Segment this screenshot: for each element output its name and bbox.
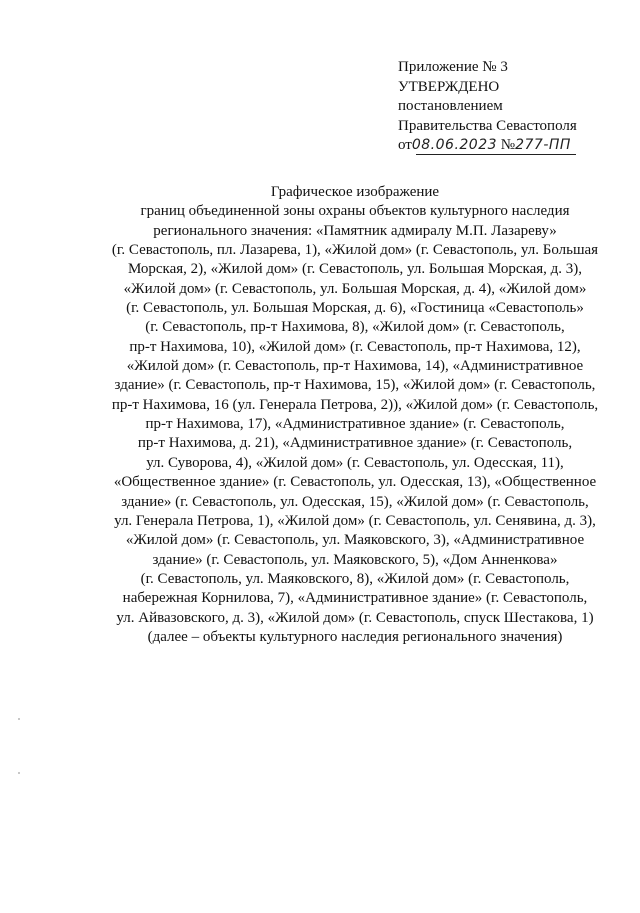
document-text-line: ул. Суворова, 4), «Жилой дом» (г. Севастополь, ул. Одесская, 11),	[146, 454, 564, 471]
document-text-line: границ объединенной зоны охраны объектов культурного наследия	[140, 203, 570, 220]
document-text-line: «Жилой дом» (г. Севастополь, ул. Большая Морская, д. 4), «Жилой дом»	[123, 280, 587, 297]
authority-label: Правительства Севастополя	[398, 117, 577, 134]
document-text-line: набережная Корнилова, 7), «Административное здание» (г. Севастополь,	[122, 590, 588, 607]
document-text-line: регионального значения: «Памятник адмиралу М.П. Лазареву»	[153, 222, 557, 239]
appendix-label: Приложение № 3	[398, 59, 508, 75]
date-prefix: от	[398, 137, 412, 153]
document-text-line: Морская, 2), «Жилой дом» (г. Севастополь, ул. Большая Морская, д. 3),	[127, 261, 583, 278]
document-text-line: ул. Генерала Петрова, 1), «Жилой дом» (г. Севастополь, ул. Сенявина, д. 3),	[114, 512, 596, 529]
resolution-label: постановлением	[398, 98, 503, 114]
document-text-line: «Жилой дом» (г. Севастополь, пр-т Нахимова, 14), «Административное	[126, 358, 584, 375]
document-text-line: ул. Айвазовского, д. 3), «Жилой дом» (г. Севастополь, спуск Шестакова, 1)	[116, 609, 594, 626]
scan-speck	[18, 718, 20, 720]
document-text-line: (далее – объекты культурного наследия регионального значения)	[147, 628, 563, 645]
document-title: Графическое изображение	[270, 184, 440, 200]
document-text-line: «Жилой дом» (г. Севастополь, ул. Маяковского, 3), «Административное	[125, 532, 585, 549]
scan-speck	[18, 772, 20, 774]
approval-block	[398, 58, 598, 156]
handwritten-date: 08.06.2023	[411, 137, 498, 153]
date-number-line	[398, 136, 598, 156]
document-text-line: пр-т Нахимова, 10), «Жилой дом» (г. Севастополь, пр-т Нахимова, 12),	[129, 338, 581, 355]
document-text-line: (г. Севастополь, ул. Большая Морская, д. 6), «Гостиница «Севастополь»	[126, 300, 584, 317]
signature-underline	[416, 154, 576, 155]
document-text-line: пр-т Нахимова, 17), «Административное здание» (г. Севастополь,	[145, 416, 565, 433]
document-text-line: «Общественное здание» (г. Севастополь, ул. Одесская, 13), «Общественное	[113, 474, 597, 491]
document-text-line: (г. Севастополь, ул. Маяковского, 8), «Жилой дом» (г. Севастополь,	[140, 570, 570, 587]
approved-label: УТВЕРЖДЕНО	[398, 78, 500, 95]
document-text-line: здание» (г. Севастополь, пр-т Нахимова, 15), «Жилой дом» (г. Севастополь,	[114, 377, 596, 394]
document-text-line: (г. Севастополь, пл. Лазарева, 1), «Жилой дом» (г. Севастополь, ул. Большая	[111, 242, 599, 259]
handwritten-number: 277-ПП	[515, 137, 571, 153]
document-title-block	[95, 183, 615, 647]
number-sign: №	[500, 137, 516, 153]
document-text-line: здание» (г. Севастополь, ул. Одесская, 15), «Жилой дом» (г. Севастополь,	[121, 493, 589, 510]
document-text-line: здание» (г. Севастополь, ул. Маяковского, 5), «Дом Анненкова»	[152, 551, 558, 568]
document-text-line: (г. Севастополь, пр-т Нахимова, 8), «Жилой дом» (г. Севастополь,	[145, 319, 565, 336]
document-text-line: пр-т Нахимова, 16 (ул. Генерала Петрова, 2)), «Жилой дом» (г. Севастополь,	[111, 396, 599, 413]
document-text-line: пр-т Нахимова, д. 21), «Административное здание» (г. Севастополь,	[137, 435, 573, 452]
